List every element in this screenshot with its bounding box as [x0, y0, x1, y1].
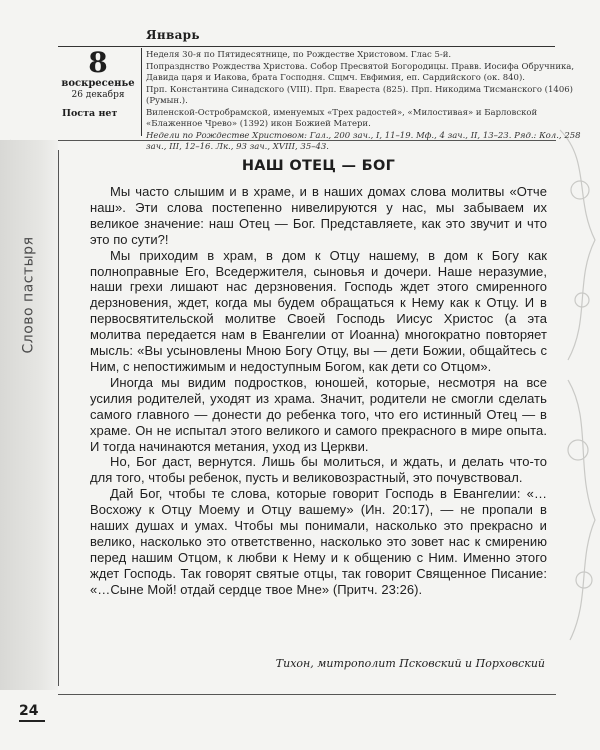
header-rule	[58, 46, 555, 47]
info-line: Неделя 30-я по Пятидесятнице, по Рождестве Христовом. Глас 5-й.	[146, 50, 452, 60]
month-title: Январь	[146, 28, 200, 42]
fast-note: Поста нет	[62, 108, 118, 119]
paragraph: Иногда мы видим подростков, юношей, которые, несмотря на все усилия родителей, уходят из храма. Значит, родители не смогли сделать самого главного — донести до ребенка того, что его истинный Отец — в храме. Он не испытал этого великого и самого прекрасного в мире опыта. И тогда начинаются метания, уход из Церкви.	[90, 374, 547, 454]
article	[90, 158, 547, 598]
readings-line: Недели по Рождестве Христовом: Гал., 200 зач., I, 11–19. Мф., 4 зач., II, 13–23. Ряд.: Кол., 258 зач., III, 12–16. Лк., 93 зач., XVIII, 35–43.	[146, 131, 581, 152]
signature: Тихон, митрополит Псковский и Порховский	[275, 657, 545, 670]
article-title: НАШ ОТЕЦ — БОГ	[241, 158, 396, 174]
info-line: Попразднство Рождества Христова. Собор Пресвятой Богородицы. Правв. Иосифа Обручника, Давида царя и Иакова, брата Господня. Сщмч. Евфимия, еп. Сардийского (ок. 840).	[146, 62, 575, 83]
footer-rule	[58, 694, 556, 695]
paragraph: Мы часто слышим и в храме, и в наших домах слова молитвы «Отче наш». Эти слова постепенно нивелируются у нас, мы забываем их великое значение: наш Отец — Бог. Представляете, как это звучит и что это по сути?!	[90, 184, 547, 247]
old-style-date: 26 декабря	[71, 90, 125, 100]
page-number-underline	[19, 720, 45, 722]
feast-info	[146, 50, 586, 154]
date-divider	[141, 48, 142, 136]
section-vertical-rule	[58, 150, 59, 686]
date-box	[58, 48, 138, 119]
paragraph: Мы приходим в храм, в дом к Отцу нашему, в дом к Богу как полноправные Его, Вседержителя, сыновья и дочери. Наше неразумие, наши грехи лишают нас дерзновения. Господь ждет этого смиренного дерзновения, ждет, когда мы будем обращаться к Нему как к Отцу. И в первосвятительской молитве Своей Господь Иисус Христос (а эта молитва передается нам в Евангелии от Иоанна) многократно повторяет мысль: «Вы усыновлены Мною Богу Отцу, вы — дети Божии, общайтесь с Ним, с непостижимым и недоступным Богом, как дети со Отцом».	[90, 247, 547, 374]
paragraph: Дай Бог, чтобы те слова, которые говорит Господь в Евангелии: «…Восхожу к Отцу Моему и Отцу вашему» (Ин. 20:17), — не пропали в наших душах и умах. Чтобы мы понимали, насколько это прекрасно и велико, насколько это ответственно, насколько это зовет нас к смирению перед нашим Отцом, к любви к Нему и к общению с Ним. Именно этого ждет Господь. Так говорят святые отцы, так говорит Священное Писание: «…Сыне Мой! отдай сердце твое Мне» (Притч. 23:26).	[90, 486, 547, 597]
page-number: 24	[19, 703, 39, 719]
paragraph: Но, Бог даст, вернутся. Лишь бы молиться, и ждать, и делать что-то для того, чтобы ребенок, пусть и великовозрастный, это почувствовал.	[90, 454, 547, 486]
info-line: Прп. Константина Синадского (VIII). Прп. Евареста (825). Прп. Никодима Тисманского (1406) (Румын.).	[146, 85, 573, 106]
day-number: 8	[88, 46, 108, 79]
info-line: Виленской-Остробрамской, именуемых «Трех радостей», «Милостивая» и Барловской «Блаженное Чрево» (1392) икон Божией Матери.	[146, 108, 538, 129]
weekday: воскресенье	[61, 78, 135, 89]
section-top-rule	[58, 140, 556, 141]
section-label: Слово пастыря	[20, 236, 37, 354]
calendar-header	[58, 28, 581, 152]
